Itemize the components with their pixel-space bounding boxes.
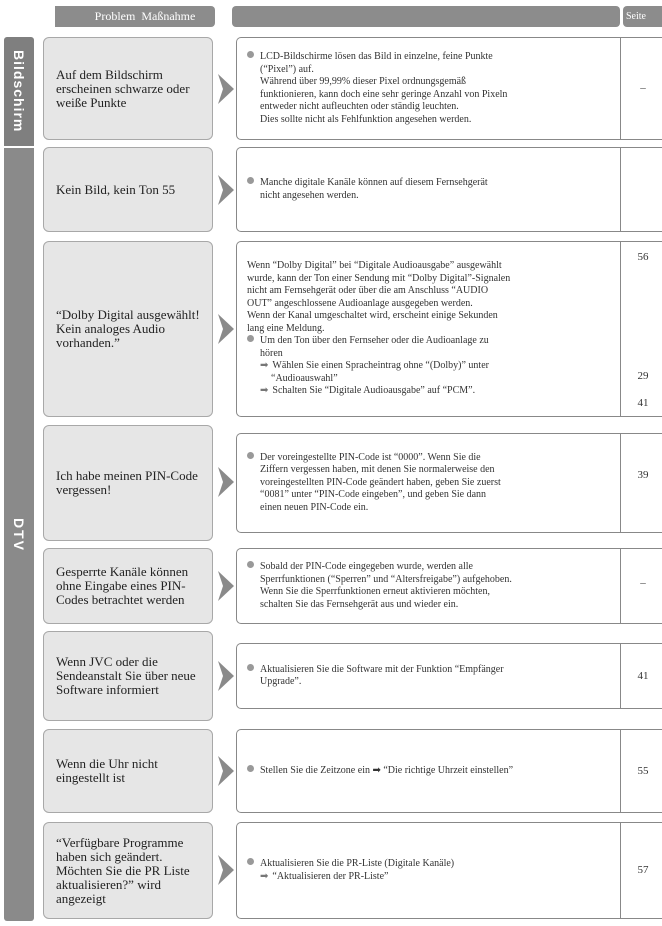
problem-text: “Dolby Digital ausgewählt! Kein analoges Audio vorhanden.”	[56, 307, 200, 350]
solution-line: OUT” angeschlossene Audioanlage ausgegeben werden.	[247, 297, 473, 309]
table-row	[0, 241, 662, 417]
chevron-right-icon	[218, 756, 234, 786]
page-number: 41	[637, 670, 649, 682]
solution-text	[237, 823, 621, 918]
solution-line: Upgrade”.	[260, 676, 302, 687]
page-number: 57	[637, 864, 649, 876]
page-number: –	[640, 577, 646, 589]
table-row	[0, 548, 662, 624]
problem-cell	[43, 37, 213, 140]
header-problem	[55, 6, 215, 27]
solution-line: (“Pixel”) auf.	[260, 63, 314, 75]
problem-cell	[43, 241, 213, 417]
solution-line: Sperrfunktionen (“Sperren” und “Altersfreigabe”) aufgehoben.	[260, 573, 512, 585]
solution-line: nicht am Fernsehgerät oder über die am Anschluss “AUDIO	[247, 285, 489, 297]
solution-line: LCD-Bildschirme lösen das Bild in einzelne, feine Punkte	[260, 51, 493, 62]
chevron-right-icon	[218, 314, 234, 344]
bullet-dot-icon	[247, 51, 254, 58]
solution-line: “Audioauswahl”	[271, 372, 338, 384]
solution-line: hören	[260, 347, 283, 359]
solution-line: nicht angesehen werden.	[260, 189, 359, 201]
solution-cell	[236, 729, 662, 813]
problem-text: Wenn die Uhr nicht eingestellt ist	[56, 756, 158, 785]
problem-cell	[43, 729, 213, 813]
solution-line: schalten Sie das Fernsehgerät aus und wieder ein.	[260, 598, 459, 610]
solution-cell	[236, 37, 662, 140]
problem-text: Gesperrte Kanäle können ohne Eingabe eines PIN-Codes betrachtet werden	[56, 564, 189, 607]
bullet-dot-icon	[247, 765, 254, 772]
header-page-label: Seite	[623, 6, 662, 27]
solution-line: Sobald der PIN-Code eingegeben wurde, werden alle	[260, 561, 473, 572]
table-row	[0, 729, 662, 813]
chevron-right-icon	[218, 467, 234, 497]
table-row	[0, 425, 662, 541]
bullet-dot-icon	[247, 335, 254, 342]
solution-line: Stellen Sie die Zeitzone ein ➡ “Die richtige Uhrzeit einstellen”	[260, 764, 514, 776]
solution-line: entweder nicht aufleuchten oder ständig leuchten.	[260, 101, 459, 112]
solution-line: “Aktualisieren der PR-Liste”	[272, 870, 389, 882]
problem-text: “Verfügbare Programme haben sich geändert. Möchten Sie die PR Liste aktualisieren?” wird angezeigt	[56, 834, 190, 906]
solution-text	[237, 242, 621, 416]
solution-line: voreingestellten PIN-Code geändert haben, geben Sie zuerst	[260, 476, 501, 488]
bullet-dot-icon	[247, 452, 254, 459]
problem-cell	[43, 425, 213, 541]
solution-text	[237, 549, 621, 623]
chevron-right-icon	[218, 571, 234, 601]
table-row	[0, 37, 662, 140]
bullet-dot-icon	[247, 664, 254, 671]
page-number: 41	[637, 397, 649, 409]
page-number: 56	[637, 251, 649, 263]
table-row	[0, 631, 662, 721]
page-number: 29	[637, 370, 649, 382]
table-row	[0, 147, 662, 232]
chevron-right-icon	[218, 855, 234, 885]
problem-text: Wenn JVC oder die Sendeanstalt Sie über neue Software informiert	[56, 654, 196, 697]
solution-line: wurde, kann der Ton einer Sendung mit “Dolby Digital”-Signalen	[247, 272, 511, 284]
page-number: –	[640, 82, 646, 94]
chevron-right-icon	[218, 175, 234, 205]
page-number: 55	[637, 765, 649, 777]
problem-cell	[43, 822, 213, 919]
arrow-right-icon: ➡	[260, 870, 269, 882]
solution-cell	[236, 822, 662, 919]
solution-line: Um den Ton über den Fernseher oder die Audioanlage zu	[260, 335, 489, 347]
solution-text	[237, 644, 621, 708]
problem-text: Kein Bild, kein Ton 55	[56, 181, 176, 197]
bullet-dot-icon	[247, 561, 254, 568]
solution-line: einen neuen PIN-Code ein.	[260, 501, 369, 513]
problem-cell	[43, 548, 213, 624]
solution-line: Wenn “Dolby Digital” bei “Digitale Audioausgabe” ausgewählt	[247, 260, 502, 272]
header-bar	[232, 6, 620, 27]
problem-text: Auf dem Bildschirm erscheinen schwarze oder weiße Punkte	[56, 66, 190, 110]
solution-cell	[236, 147, 662, 232]
solution-text	[237, 730, 621, 812]
table-row	[0, 822, 662, 919]
bullet-dot-icon	[247, 858, 254, 865]
solution-line: funktionieren, kann doch eine sehr geringe Anzahl von Pixeln	[260, 88, 508, 100]
page-number: 39	[637, 469, 649, 481]
solution-line: Ziffern vergessen haben, mit denen Sie normalerweise den	[260, 464, 495, 476]
solution-line: Der voreingestellte PIN-Code ist “0000”. Wenn Sie die	[260, 451, 481, 463]
solution-text	[237, 434, 621, 532]
problem-cell	[43, 147, 213, 232]
bullet-dot-icon	[247, 177, 254, 184]
solution-line: “0081” unter “PIN-Code eingeben”, und geben Sie dann	[260, 489, 487, 501]
solution-line: Während über 99,99% dieser Pixel ordnungsgemäß	[260, 76, 467, 87]
solution-line: Wenn Sie die Sperrfunktionen erneut aktivieren möchten,	[260, 586, 490, 597]
solution-line: Schalten Sie “Digitale Audioausgabe” auf “PCM”.	[272, 385, 476, 397]
solution-line: Wenn der Kanal umgeschaltet wird, erscheint einige Sekunden	[247, 310, 498, 322]
category-bildschirm-label: Bildschirm	[11, 50, 27, 133]
solution-cell	[236, 433, 662, 533]
arrow-right-icon: ➡	[260, 385, 269, 397]
solution-cell	[236, 241, 662, 417]
header-action-label: Maßnahme	[141, 9, 196, 23]
arrow-right-icon: ➡	[260, 360, 269, 372]
category-dtv-label: DTV	[11, 517, 27, 552]
header-problem-label: Problem	[94, 9, 136, 23]
solution-text	[237, 148, 621, 231]
chevron-right-icon	[218, 661, 234, 691]
solution-line: lang eine Meldung.	[247, 322, 325, 334]
problem-text: Ich habe meinen PIN-Code vergessen!	[56, 468, 198, 497]
solution-text	[237, 38, 621, 139]
solution-cell	[236, 643, 662, 709]
solution-line: Dies sollte nicht als Fehlfunktion angesehen werden.	[260, 113, 472, 125]
solution-cell	[236, 548, 662, 624]
solution-line: Aktualisieren Sie die PR-Liste (Digitale Kanäle)	[260, 858, 455, 869]
problem-cell	[43, 631, 213, 721]
solution-line: Manche digitale Kanäle können auf diesem Fernsehgerät	[260, 177, 488, 188]
solution-line: Wählen Sie einen Spracheintrag ohne “(Dolby)” unter	[272, 360, 489, 372]
chevron-right-icon	[218, 74, 234, 104]
solution-line: Aktualisieren Sie die Software mit der Funktion “Empfänger	[260, 663, 504, 675]
